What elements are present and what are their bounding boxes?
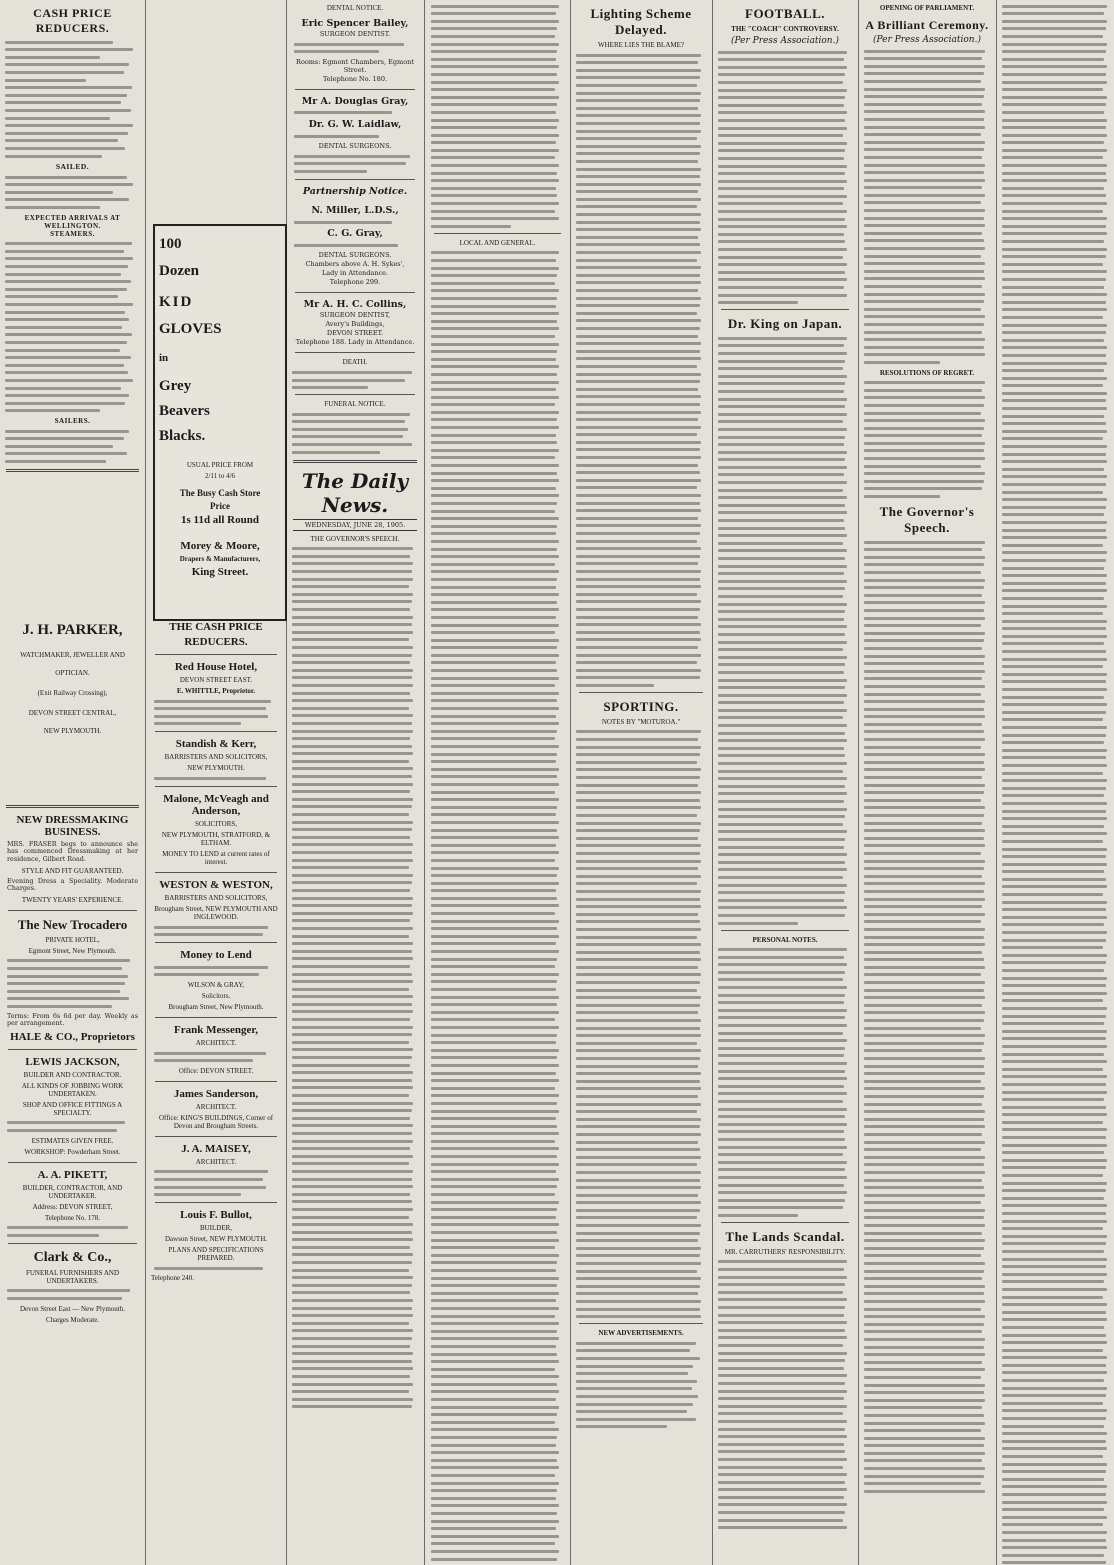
sailers-list — [2, 430, 143, 463]
cash-price-title1: THE CASH PRICE — [169, 621, 263, 633]
shipping-list — [2, 41, 143, 158]
sporting-sub: NOTES BY "MOTUROA." — [601, 717, 681, 726]
gloves-item2: GLOVES — [159, 321, 222, 337]
gloves-color3: Blacks. — [159, 428, 206, 444]
gloves-store: The Busy Cash Store — [179, 488, 261, 498]
lighting-sub: WHERE LIES THE BLAME? — [598, 41, 684, 49]
pikett-phone: Telephone No. 178. — [44, 1213, 101, 1222]
football-heading: FOOTBALL. — [745, 6, 825, 21]
money-address: Brougham Street, New Plymouth. — [168, 1002, 264, 1011]
red-house-proprietor: E. WHITTLE, Proprietor. — [176, 687, 256, 695]
local-general-article — [428, 251, 567, 1565]
gloves-usual-price: 2/11 to 4/6 — [204, 472, 236, 480]
sailed-heading: SAILED. — [55, 162, 90, 172]
dental-surgeons2: DENTAL SURGEONS. — [318, 251, 392, 260]
personal-heading: PERSONAL NOTES. — [752, 935, 818, 944]
bailey-name: Eric Spencer Bailey, — [301, 18, 409, 29]
partnership-card — [291, 186, 419, 286]
gloves-price: 1s 11d all Round — [181, 514, 259, 526]
column-rule — [996, 0, 997, 1565]
dressmaking-advert — [4, 814, 141, 904]
trocadero-terms: Terms: From 6s 6d per day. Weekly as per arrangement. — [7, 1011, 138, 1028]
column-4 — [428, 0, 567, 1565]
death-heading: DEATH. — [342, 358, 368, 367]
standish-advert — [151, 738, 281, 780]
article-top — [428, 5, 567, 228]
bailey-phone: Telephone No. 180. — [322, 74, 388, 83]
red-house-name: Red House Hotel, — [174, 661, 258, 673]
sailers-heading: SAILERS. — [54, 416, 91, 425]
parker-address1: (Exit Railway Crossing), — [37, 688, 108, 697]
messenger-office: Office: DEVON STREET. — [178, 1066, 254, 1075]
dateline: WEDNESDAY, JUNE 28, 1905. — [293, 519, 417, 531]
money-to-lend-advert — [151, 949, 281, 1011]
clark-name: Clark & Co., — [33, 1249, 112, 1265]
weston-address: Brougham Street, NEW PLYMOUTH AND INGLEWOOD. — [154, 904, 278, 921]
collins-street: DEVON STREET. — [326, 329, 384, 338]
bullot-line: PLANS AND SPECIFICATIONS PREPARED. — [168, 1246, 264, 1263]
money-title: Money to Lend — [180, 949, 252, 962]
bailey-card — [291, 18, 419, 83]
parker-name: J. H. PARKER, — [22, 621, 123, 638]
dressmaking-title: NEW DRESSMAKING BUSINESS. — [16, 813, 129, 838]
column-rule — [145, 0, 146, 1565]
lands-heading: The Lands Scandal. — [725, 1228, 845, 1244]
gloves-price-label: Price — [210, 501, 230, 511]
continued-article — [999, 5, 1114, 1565]
money-line: Solicitors. — [201, 991, 231, 1000]
phone-line2: Telephone 299. — [329, 278, 381, 287]
column-rule — [424, 0, 425, 1565]
leader-heading: THE GOVERNOR'S SPEECH. — [310, 534, 400, 543]
gloves-usual-label: USUAL PRICE FROM — [186, 461, 254, 469]
gloves-quantity: 100 — [159, 236, 182, 252]
masthead: The Daily News. — [301, 468, 409, 517]
trocadero-address: Egmont Street, New Plymouth. — [28, 946, 117, 955]
sailed-list — [2, 176, 143, 209]
gloves-color1: Grey — [159, 378, 192, 394]
governor-heading: The Governor's Speech. — [879, 504, 975, 536]
weston-advert — [151, 879, 281, 936]
gloves-street: King Street. — [191, 566, 249, 578]
collins-building: Avery's Buildings, — [325, 320, 385, 329]
gloves-firm2: Drapers & Manufacturers, — [179, 555, 261, 563]
parliament-press: (Per Press Association.) — [873, 35, 981, 45]
cash-price-title2: REDUCERS. — [184, 636, 248, 648]
partnership-notice: Partnership Notice. — [302, 185, 408, 197]
cash-price-title: CASH PRICE REDUCERS. — [33, 6, 112, 35]
column-rule — [858, 0, 859, 1565]
resolutions-heading: RESOLUTIONS OF REGRET. — [879, 368, 975, 377]
gloves-item1: KID — [159, 294, 194, 310]
clark-address: Devon Street East — New Plymouth. — [20, 1304, 125, 1313]
maisey-advert — [151, 1143, 281, 1196]
messenger-name: Frank Messenger, — [174, 1023, 258, 1036]
football-sub: THE "COACH" CONTROVERSY. — [731, 25, 839, 33]
parliament-article — [861, 50, 993, 364]
malone-name: Malone, McVeagh and Anderson, — [163, 792, 269, 817]
gloves-firm1: Morey & Moore, — [180, 540, 260, 552]
football-article — [715, 51, 855, 305]
gray-name: Mr A. Douglas Gray, — [301, 95, 409, 107]
resolutions-article — [861, 381, 993, 498]
standish-town: NEW PLYMOUTH. — [187, 764, 245, 773]
bailey-title: SURGEON DENTIST. — [319, 30, 391, 38]
column-1 — [2, 0, 143, 1565]
clark-trade: FUNERAL FURNISHERS AND UNDERTAKERS. — [25, 1268, 120, 1285]
miller-name: N. Miller, L.D.S., — [311, 204, 399, 216]
collins-card — [291, 299, 419, 346]
steamers-list — [2, 242, 143, 412]
parker-address2: DEVON STREET CENTRAL, — [28, 708, 117, 717]
personal-article — [715, 948, 855, 1217]
maisey-name: J. A. MAISEY, — [181, 1142, 251, 1155]
standish-line: BARRISTERS AND SOLICITORS, — [164, 753, 268, 762]
money-firm: WILSON & GRAY, — [187, 980, 245, 989]
funeral-heading: FUNERAL NOTICE. — [324, 400, 386, 409]
jackson-line: ALL KINDS OF JOBBING WORK UNDERTAKEN. — [21, 1081, 124, 1098]
malone-line: SOLICITORS, — [194, 819, 238, 828]
collins-phone: Telephone 188. Lady in Attendance. — [295, 338, 415, 347]
messenger-advert — [151, 1024, 281, 1075]
pikett-advert — [4, 1169, 141, 1237]
jackson-line2: SHOP AND OFFICE FITTINGS A SPECIALTY. — [22, 1100, 123, 1117]
weston-line: BARRISTERS AND SOLICITORS, — [164, 893, 268, 902]
maisey-title: ARCHITECT. — [195, 1157, 237, 1166]
bullot-title: BUILDER, — [199, 1224, 233, 1233]
collins-title: SURGEON DENTIST, — [319, 311, 391, 320]
lighting-heading: Lighting Scheme Delayed. — [590, 6, 692, 37]
gray2-name: C. G. Gray, — [327, 228, 383, 240]
parliament-sub: A Brilliant Ceremony. — [865, 18, 989, 32]
steamers-heading: STEAMERS. — [50, 229, 95, 238]
bullot-phone: Telephone 240. — [151, 1274, 195, 1283]
trocadero-proprietors: HALE & CO., Proprietors — [10, 1030, 135, 1043]
collins-name: Mr A. H. C. Collins, — [303, 299, 407, 311]
clark-advert — [4, 1250, 141, 1324]
chambers-line: Chambers above A. H. Sykes', — [305, 260, 405, 269]
dressmaking-line3: Evening Dress a Speciality. Moderate Charges. — [7, 876, 138, 893]
dressmaking-line4: TWENTY YEARS' EXPERIENCE. — [21, 895, 124, 904]
column-7 — [861, 0, 993, 1565]
malone-money: MONEY TO LEND at current rates of interest. — [162, 849, 270, 866]
malone-advert — [151, 793, 281, 866]
gloves-in: in — [159, 352, 169, 364]
parker-trade2: OPTICIAN. — [55, 668, 90, 677]
malone-towns: NEW PLYMOUTH, STRATFORD, & ELTHAM. — [161, 830, 271, 847]
column-8 — [999, 0, 1114, 1565]
sanderson-advert — [151, 1088, 281, 1130]
jackson-name: LEWIS JACKSON, — [25, 1055, 120, 1068]
bullot-name: Louis F. Bullot, — [180, 1209, 252, 1222]
lands-article — [715, 1260, 855, 1529]
sanderson-title: ARCHITECT. — [195, 1102, 237, 1111]
parker-advert — [4, 622, 141, 735]
new-adverts-list — [573, 1342, 709, 1429]
lands-sub: MR. CARRUTHERS' RESPONSIBILITY. — [724, 1247, 846, 1256]
arrivals-heading: EXPECTED ARRIVALS AT WELLINGTON. — [24, 213, 121, 230]
dental-surgeons: DENTAL SURGEONS. — [318, 142, 392, 151]
local-general-heading: LOCAL AND GENERAL. — [459, 238, 536, 247]
dressmaking-line1: MRS. FRASER begs to announce she has commenced Dressmaking at her residence, Gilbert Road. — [7, 839, 138, 864]
column-rule — [570, 0, 571, 1565]
lady-line: Lady in Attendance. — [321, 269, 389, 278]
trocadero-title: The New Trocadero — [17, 916, 128, 932]
bailey-rooms: Rooms: Egmont Chambers, Egmont Street. — [296, 57, 414, 74]
sanderson-name: James Sanderson, — [173, 1087, 259, 1100]
trocadero-advert — [4, 917, 141, 1043]
laidlaw-name: Dr. G. W. Laidlaw, — [308, 118, 402, 130]
column-2 — [149, 0, 283, 1565]
sanderson-office: Office: KING'S BUILDINGS, Corner of Devon and Brougham Streets. — [158, 1113, 274, 1130]
jackson-advert — [4, 1056, 141, 1156]
column-rule — [712, 0, 713, 1565]
pikett-address: Address: DEVON STREET, — [32, 1202, 113, 1211]
gloves-unit: Dozen — [159, 263, 199, 279]
japan-heading: Dr. King on Japan. — [727, 316, 843, 332]
column-6 — [715, 0, 855, 1565]
jackson-line4: WORKSHOP: Powderham Street. — [24, 1147, 121, 1156]
clark-note: Charges Moderate. — [45, 1315, 100, 1324]
jackson-trade: BUILDER AND CONTRACTOR. — [23, 1070, 122, 1079]
jackson-line3: ESTIMATES GIVEN FREE. — [31, 1136, 114, 1145]
parker-town: NEW PLYMOUTH. — [43, 726, 102, 735]
governor-article — [861, 541, 993, 1493]
dental-notice: DENTAL NOTICE. — [326, 4, 384, 12]
parliament-heading: OPENING OF PARLIAMENT. — [879, 4, 975, 12]
red-house-advert — [151, 661, 281, 725]
sporting-article — [573, 730, 709, 1318]
standish-name: Standish & Kerr, — [175, 738, 257, 751]
bullot-advert — [151, 1209, 281, 1282]
weston-name: WESTON & WESTON, — [159, 878, 273, 891]
gloves-color2: Beavers — [159, 403, 210, 419]
pikett-name: A. A. PIKETT, — [37, 1168, 108, 1181]
sporting-heading: SPORTING. — [603, 698, 679, 714]
column-3 — [289, 0, 421, 1565]
red-house-street: DEVON STREET EAST. — [179, 676, 253, 684]
football-press: (Per Press Association.) — [731, 36, 839, 46]
column-5 — [573, 0, 709, 1565]
messenger-title: ARCHITECT. — [195, 1038, 237, 1047]
gray-laidlaw-card — [291, 96, 419, 173]
bullot-address: Dawson Street, NEW PLYMOUTH. — [164, 1235, 268, 1244]
dressmaking-line2: STYLE AND FIT GUARANTEED. — [21, 866, 124, 875]
lighting-article — [573, 54, 709, 687]
pikett-trade: BUILDER, CONTRACTOR, AND UNDERTAKER. — [22, 1183, 123, 1200]
trocadero-subtitle: PRIVATE HOTEL, — [45, 935, 100, 944]
cash-price-advert — [151, 621, 281, 648]
parker-trade: WATCHMAKER, JEWELLER AND — [20, 650, 125, 659]
leader-article — [289, 547, 421, 1408]
japan-article — [715, 337, 855, 925]
new-adverts-heading: NEW ADVERTISEMENTS. — [598, 1329, 684, 1338]
